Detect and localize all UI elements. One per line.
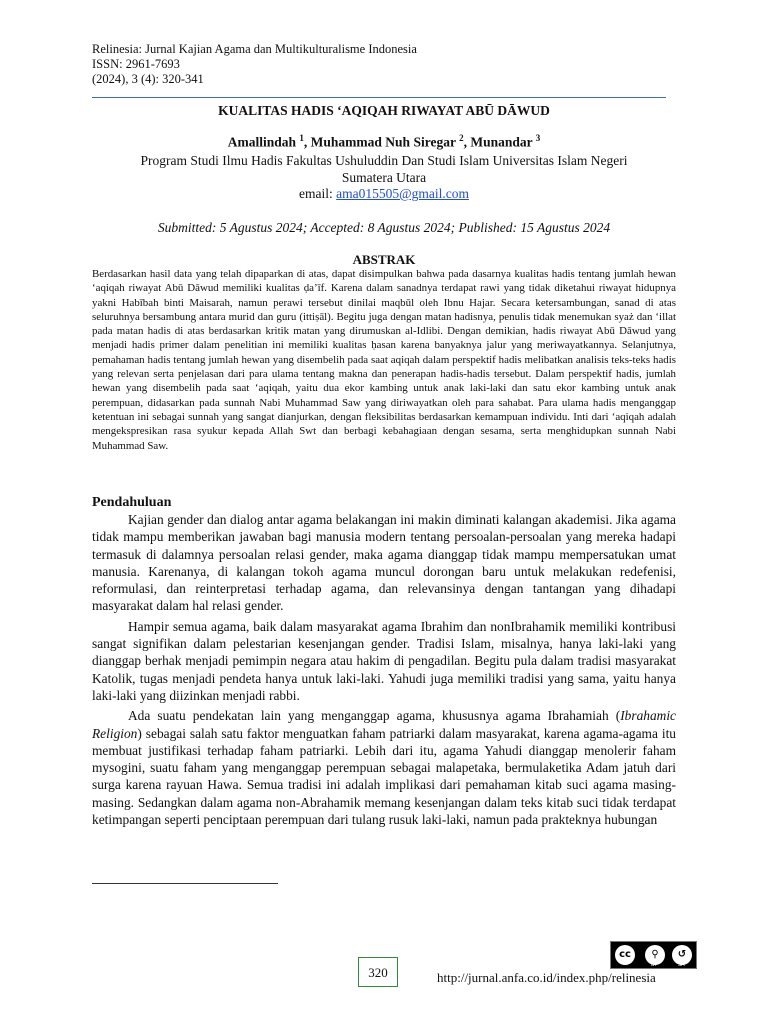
license-sa-label: SA	[678, 962, 685, 968]
section-heading: Pendahuluan	[92, 495, 172, 510]
body-paragraph	[92, 707, 676, 828]
author-name: Muhammad Nuh Siregar	[310, 134, 456, 150]
affiliation	[92, 152, 676, 186]
attribution-icon: ⚲	[645, 945, 665, 965]
journal-header	[92, 42, 417, 87]
section-body	[92, 511, 676, 831]
paragraph-text: ) sebagai salah satu faktor menguatkan faham patriarki dalam masyarakat, karena agama-agama itu membuat justifikasi terhadap faham patriarki. Lebih dari itu, agama Yahudi dianggap menolerir faham mysogini, suatu faham yang menganggap perempuan sebagai malapetaka, bermulaketika Adam jatuh dari surga karena rayuan Hawa. Semua tradisi ini adalah implikasi dari pemahaman kitab suci agama masing-masing. Sedangkan dalam agama non-Abrahamik memang kesenjangan dalam teks kitab suci tidak terdapat ketimpangan seperti penciptaan perempuan dari tulang rusuk laki-laki, namun pada prakteknya hubungan	[92, 725, 676, 828]
article-title: KUALITAS HADIS ‘AQIQAH RIWAYAT ABŪ DĀWUD	[218, 103, 550, 118]
journal-name: Relinesia: Jurnal Kajian Agama dan Multikulturalisme Indonesia	[92, 42, 417, 56]
footnote-divider	[92, 883, 278, 884]
abstract-text: Berdasarkan hasil data yang telah dipaparkan di atas, dapat disimpulkan bahwa pada dasarnya kualitas hadis tentang jumlah hewan ‘aqiqah riwayat Abū Dāwud memiliki kualitas ḍa’īf. Karena dalam sanadnya terdapat rawi yang tidak diketahui riwayat hidupnya yakni Habībah binti Maisarah, namun perawi tersebut dinilai maqbūl oleh Ibnu Hajar. Secara ketersambungan, sanad di atas seluruhnya bersambung antara murid dan guru (ittiṣāl). Begitu juga dengan matan hadisnya, penulis tidak menemukan syaż dan ‘illat pada matan hadis di atas berdasarkan kritik matan yang dirumuskan al-Idlibi. Dengan demikian, hadis riwayat Abū Dāwud yang menjadi hadis primer dalam penelitian ini memiliki kualitas ḥasan karena banyaknya jalur yang meriwayatkannya. Selanjutnya, pemahaman hadis tentang jumlah hewan yang disembelih pada saat aqiqah dalam perspektif hadis melibatkan analisis teks-teks hadis yang relevan serta penjelasan dari para ulama tentang makna dan penerapan hadis-hadis tersebut. Dalam perspektif hadis, jumlah hewan yang disembelih pada saat ‘aqiqah, yaitu dua ekor kambing untuk anak laki-laki dan satu ekor kambing untuk anak perempuan, didasarkan pada sunnah Nabi Muhammad Saw yang diriwayatkan oleh para sahabat. Para ulama hadis menganggap ketentuan ini sebagai sunnah yang sangat dianjurkan, dengan fleksibilitas berdasarkan kemampuan individu. Inti dari ‘aqiqah adalah mengekspresikan rasa syukur kepada Allah Swt dan berbagi kebahagiaan dengan sesama, serta menghidupkan sunnah Nabi Muhammad Saw.	[92, 268, 676, 452]
author-list: Amallindah $^1$, Muhammad Nuh Siregar $^2$, Munandar $^3$	[227, 133, 541, 150]
body-paragraph: Kajian gender dan dialog antar agama belakangan ini makin diminati kalangan akademisi. Jika agama tidak mampu memberikan jawaban bagi manusia modern tentang persoalan-persoalan yang mereka hadapi termasuk di dalamnya persoalan relasi gender, maka agama dianggap tidak mampu mempersatukan umat manusia. Karenanya, di kalangan tokoh agama muncul dorongan baru untuk melakukan redefenisi, reformulasi, dan reinterpretasi terhadap agama, dan relevansinya dengan tantangan yang dihadapi masyarakat dalam hal relasi gender.	[92, 512, 676, 614]
abstract-heading: ABSTRAK	[352, 252, 416, 267]
email-link[interactable]: ama015505@gmail.com	[336, 186, 469, 201]
publication-dates: Submitted: 5 Agustus 2024; Accepted: 8 Agustus 2024; Published: 15 Agustus 2024	[157, 220, 611, 235]
cc-icon: cc	[615, 945, 635, 965]
license-by-label: BY	[651, 962, 658, 968]
cc-license-badge[interactable]	[610, 941, 697, 969]
paragraph-text: Ada suatu pendekatan lain yang menganggap agama, khususnya agama Ibrahamiah (	[128, 708, 621, 724]
page-number: 320	[358, 957, 398, 987]
share-alike-icon: ↺	[672, 945, 692, 965]
author-affil-mark: 1	[299, 133, 304, 143]
author-name: Munandar	[470, 134, 533, 150]
journal-issn: ISSN: 2961-7693	[92, 57, 180, 71]
affiliation-line: Sumatera Utara	[341, 170, 427, 185]
paragraph-italic: Ibrahamic Religion	[92, 708, 676, 741]
author-affil-mark: 3	[535, 133, 541, 143]
header-divider	[92, 97, 666, 98]
body-paragraph: Hampir semua agama, baik dalam masyarakat agama Ibrahim dan nonIbrahamik memiliki kontribusi sangat signifikan dalam pelestarian kesenjangan gender. Tradisi Islam, misalnya, hanya laki-laki yang dianggap berhak menjadi pemimpin negara atau hakim di pengadilan. Begitu pula dalam tradisi masyarakat Katolik, tugas menjadi pendeta hanya untuk laki-laki. Yahudi juga memiliki tradisi yang sama, yaitu hanya laki-laki yang diizinkan menjadi rabbi.	[92, 618, 676, 703]
affiliation-line: Program Studi Ilmu Hadis Fakultas Ushuluddin Dan Studi Islam Universitas Islam Negeri	[140, 153, 628, 168]
author-name: Amallindah	[227, 134, 297, 150]
journal-volume: (2024), 3 (4): 320-341	[92, 72, 204, 86]
journal-url[interactable]: http://jurnal.anfa.co.id/index.php/relinesia	[437, 970, 656, 985]
email-line	[92, 186, 676, 202]
author-affil-mark: 2	[459, 133, 464, 143]
email-label: email:	[299, 186, 333, 201]
